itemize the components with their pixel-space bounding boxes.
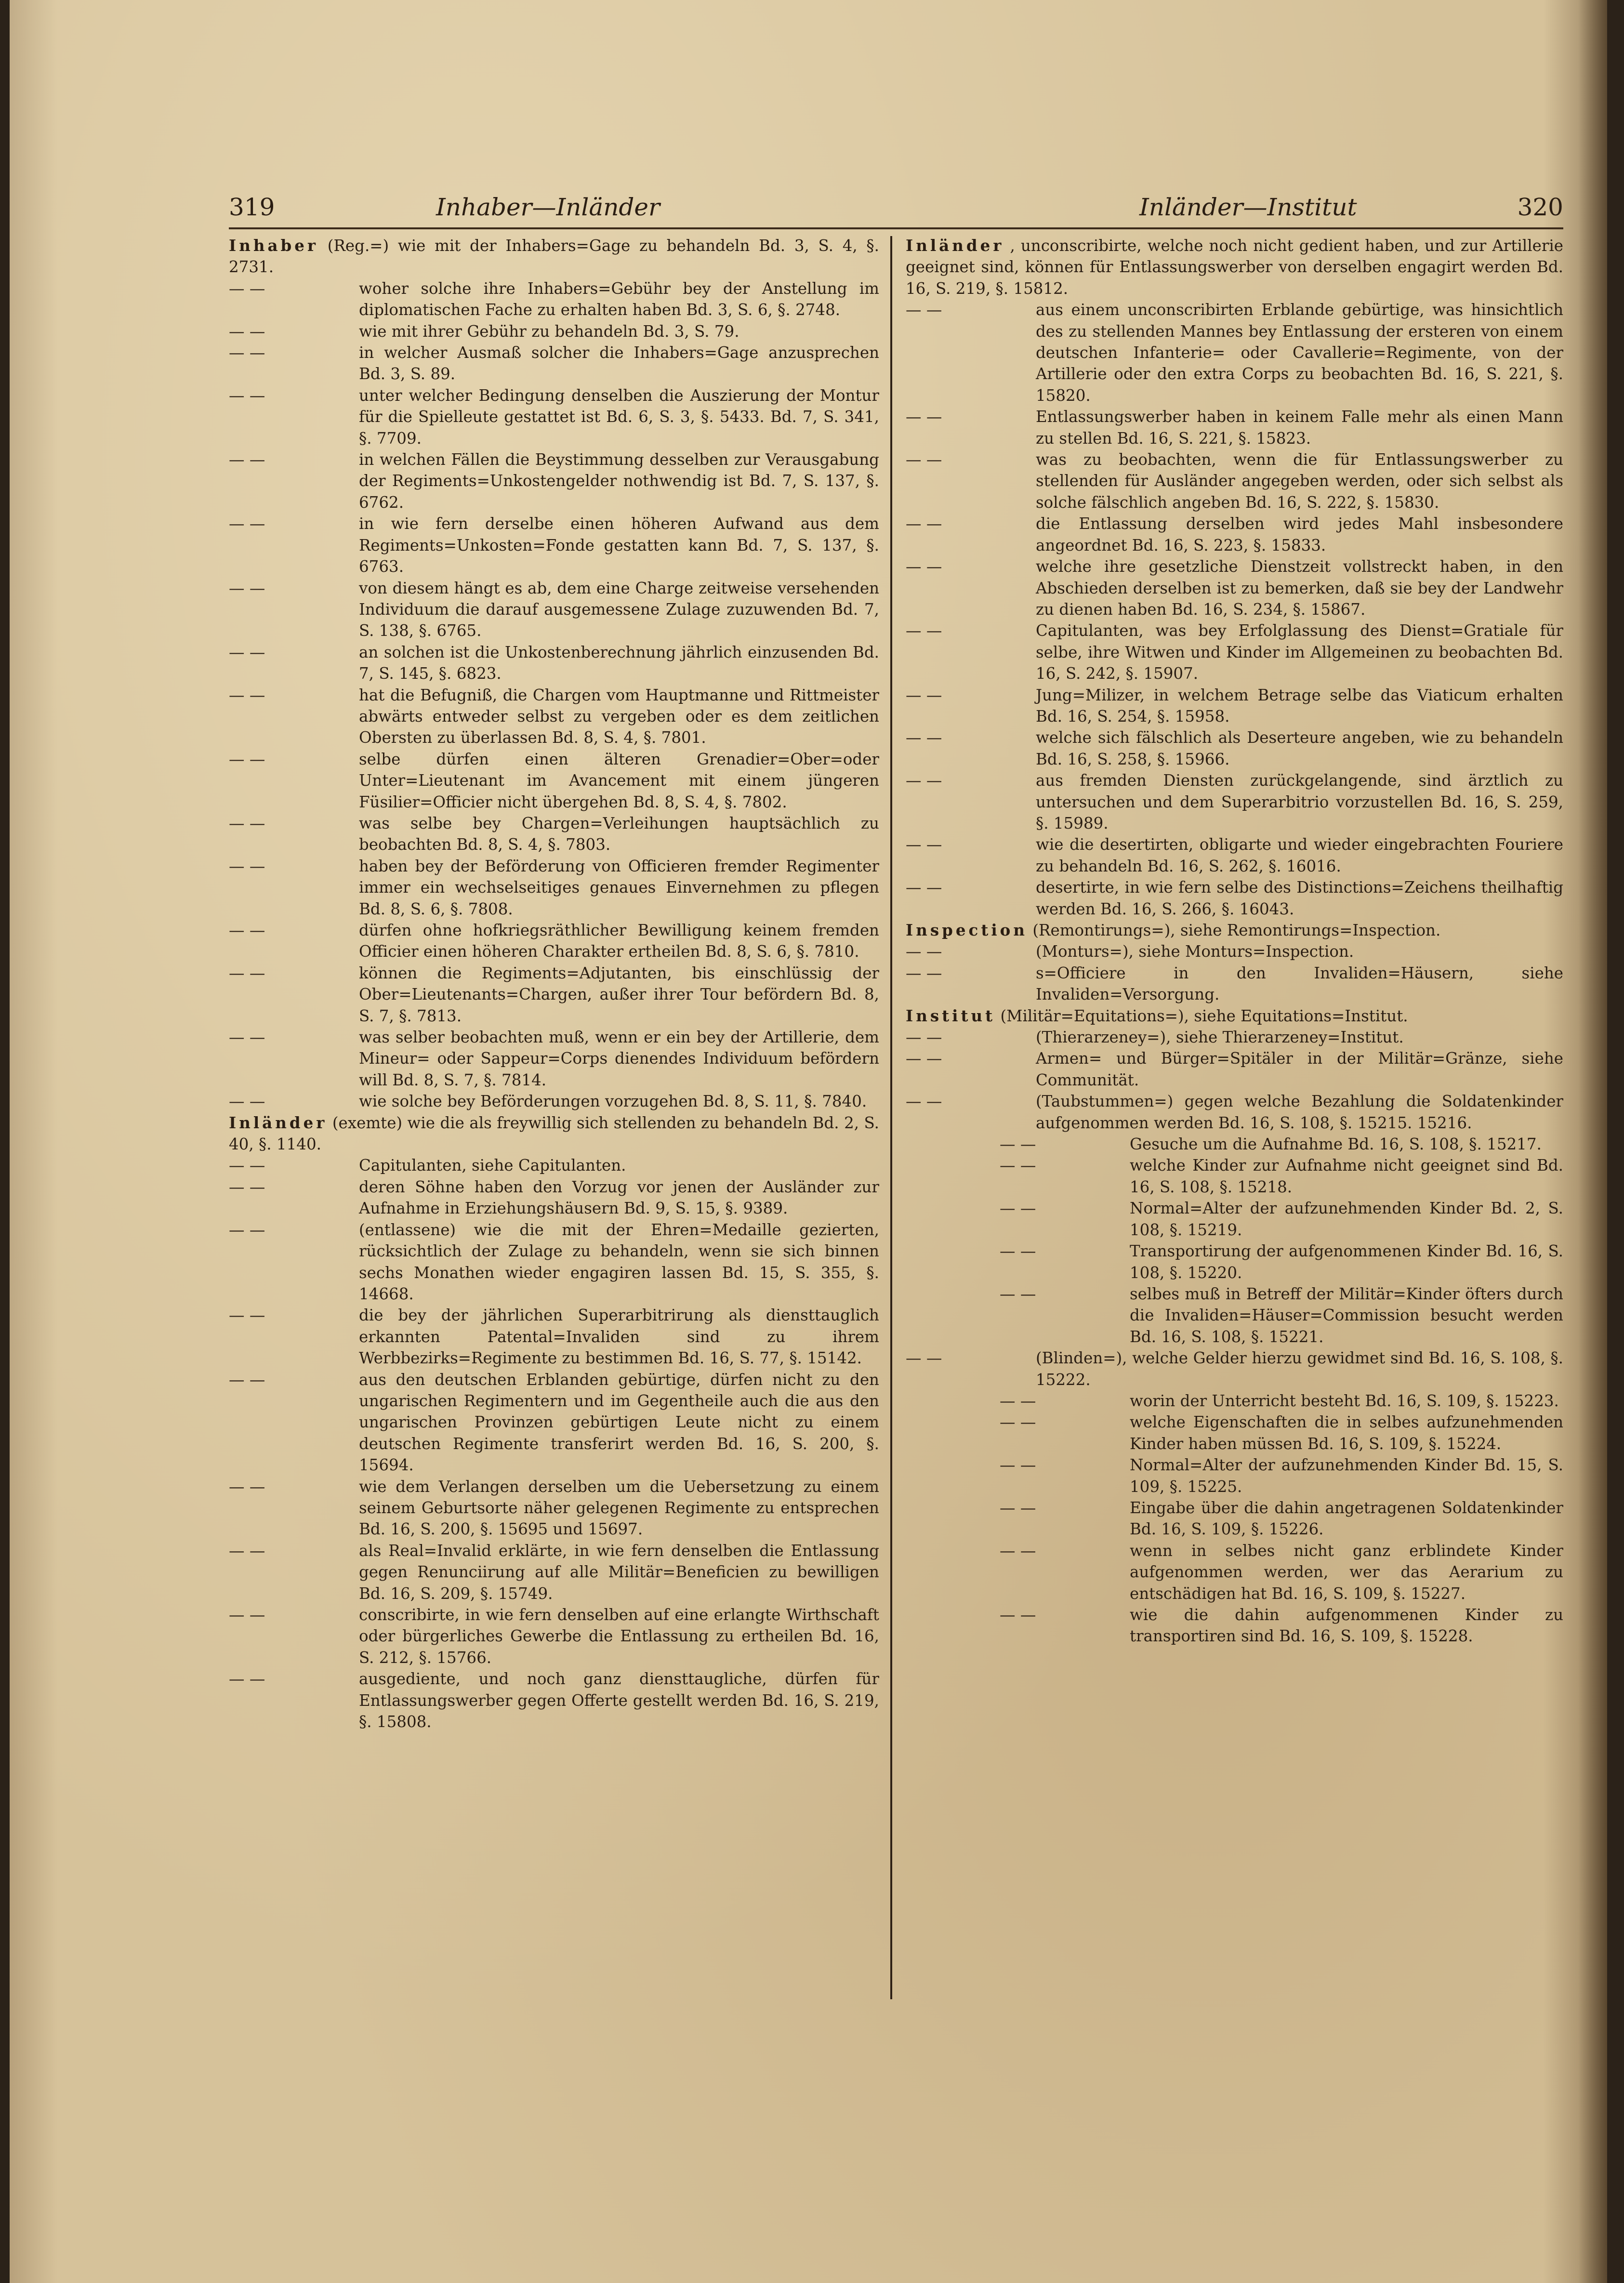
ditto-dash: — — — [906, 1049, 942, 1068]
entry-text: Gesuche um die Aufnahme Bd. 16, S. 108, §. 15217. — [1130, 1135, 1542, 1154]
ditto-dash: — — — [1000, 1391, 1036, 1410]
ditto-dash: — — — [229, 643, 265, 661]
entry-text: aus den deutschen Erblanden gebürtige, dürfen nicht zu den ungarischen Regimentern und im Gegentheile auch die aus den ungarischen Provinzen gebürtigen Leute nicht zu einem deutschen Regimente transferirt werden Bd. 16, S. 200, §. 15694. — [359, 1370, 879, 1475]
ditto-dash: — — — [229, 1220, 265, 1239]
entry-text: wenn in selbes nicht ganz erblindete Kinder aufgenommen werden, wer das Aerarium zu entschädigen hat Bd. 16, S. 109, §. 15227. — [1130, 1541, 1563, 1603]
ditto-dash: — — — [229, 450, 265, 469]
entry-text: dürfen ohne hofkriegsräthlicher Bewilligung keinem fremden Officier einen höheren Charakter ertheilen Bd. 8, S. 6, §. 7810. — [359, 921, 879, 961]
ditto-dash: — — — [229, 1028, 265, 1047]
entry-text: conscribirte, in wie fern denselben auf eine erlangte Wirthschaft oder bürgerliches Gewerbe die Entlassung zu ertheilen Bd. 16, S. 212, §. 15766. — [359, 1606, 879, 1667]
index-entry — [229, 642, 879, 685]
index-entry — [906, 1198, 1563, 1240]
entry-text: Normal=Alter der aufzunehmenden Kinder Bd. 15, S. 109, §. 15225. — [1130, 1456, 1563, 1496]
entry-text: welche sich fälschlich als Deserteure angeben, wie zu behandeln Bd. 16, S. 258, §. 15966. — [1036, 728, 1563, 768]
ditto-dash: — — — [906, 1349, 942, 1368]
ditto-dash: — — — [229, 579, 265, 597]
index-entry — [906, 449, 1563, 513]
index-entry — [229, 813, 879, 856]
ditto-dash: — — — [229, 1477, 265, 1496]
index-entry — [906, 1027, 1563, 1048]
index-entry — [906, 1155, 1563, 1198]
entry-text: (Thierarzeney=), siehe Thierarzeney=Institut. — [1036, 1028, 1404, 1047]
ditto-dash: — — — [229, 322, 265, 341]
column-divider — [890, 236, 892, 1999]
ditto-dash: — — — [906, 557, 942, 576]
index-entry — [229, 1027, 879, 1091]
entry-text: Entlassungswerber haben in keinem Falle mehr als einen Mann zu stellen Bd. 16, S. 221, §. 15823. — [1036, 408, 1563, 448]
entry-text: selbes muß in Betreff der Militär=Kinder öfters durch die Invaliden=Häuser=Commission besucht werden Bd. 16, S. 108, §. 15221. — [1130, 1284, 1563, 1346]
index-entry — [229, 513, 879, 577]
entry-text: hat die Befugniß, die Chargen vom Hauptmanne und Rittmeister abwärts entweder selbst zu vergeben oder es dem zeitlichen Obersten zu überlassen Bd. 8, S. 4, §. 7801. — [359, 686, 879, 747]
ditto-dash: — — — [906, 942, 942, 961]
entry-text: was selbe bey Chargen=Verleihungen hauptsächlich zu beobachten Bd. 8, S. 4, §. 7803. — [359, 814, 879, 854]
index-entry — [229, 1112, 879, 1155]
ditto-dash: — — — [1000, 1541, 1036, 1560]
entry-text: Armen= und Bürger=Spitäler in der Militär=Gränze, siehe Communität. — [1036, 1049, 1563, 1089]
index-entry — [229, 321, 879, 342]
index-entry — [229, 1176, 879, 1219]
ditto-dash: — — — [906, 771, 942, 790]
index-entry — [906, 1283, 1563, 1347]
ditto-dash: — — — [1000, 1606, 1036, 1624]
index-entry — [229, 342, 879, 385]
index-entry — [229, 385, 879, 449]
index-entry — [906, 1497, 1563, 1540]
index-entry — [229, 1305, 879, 1369]
index-column-left — [229, 235, 879, 1998]
entry-text: Normal=Alter der aufzunehmenden Kinder Bd. 2, S. 108, §. 15219. — [1130, 1199, 1563, 1239]
ditto-dash: — — — [229, 1156, 265, 1175]
index-entry — [229, 1091, 879, 1112]
index-entry — [229, 1540, 879, 1604]
entry-text: an solchen ist die Unkostenberechnung jährlich einzusenden Bd. 7, S. 145, §. 6823. — [359, 643, 879, 683]
entry-text: können die Regiments=Adjutanten, bis einschlüssig der Ober=Lieutenants=Chargen, außer ihrer Tour befördern Bd. 8, S. 7, §. 7813. — [359, 963, 879, 1025]
index-entry — [906, 235, 1563, 299]
index-entry — [906, 1091, 1563, 1134]
index-entry — [906, 299, 1563, 406]
index-entry — [906, 834, 1563, 877]
page-number-left: 319 — [229, 193, 275, 221]
header-rule — [229, 227, 1563, 229]
ditto-dash: — — — [906, 1028, 942, 1047]
index-entry — [906, 1240, 1563, 1283]
index-entry — [906, 685, 1563, 727]
index-entry — [229, 1219, 879, 1305]
index-entry — [906, 1454, 1563, 1497]
ditto-dash: — — — [1000, 1284, 1036, 1303]
page-header — [229, 188, 1563, 226]
index-entry — [906, 1390, 1563, 1412]
book-page — [10, 0, 1607, 2283]
ditto-dash: — — — [906, 686, 942, 704]
entry-text: (Reg.=) wie mit der Inhabers=Gage zu behandeln Bd. 3, S. 4, §. 2731. — [229, 237, 879, 277]
index-entry — [906, 406, 1563, 449]
entry-text: welche ihre gesetzliche Dienstzeit vollstreckt haben, in den Abschieden derselben ist zu bemerken, daß sie bey der Landwehr zu dienen haben Bd. 16, S. 234, §. 15867. — [1036, 557, 1563, 619]
ditto-dash: — — — [229, 814, 265, 832]
index-entry — [906, 620, 1563, 684]
ditto-dash: — — — [229, 1177, 265, 1196]
index-entry — [229, 685, 879, 749]
entry-lemma: Inhaber — [229, 236, 319, 255]
entry-text: desertirte, in wie fern selbe des Distinctions=Zeichens theilhaftig werden Bd. 16, S. 266, §. 16043. — [1036, 878, 1563, 918]
ditto-dash: — — — [1000, 1242, 1036, 1261]
entry-text: die bey der jährlichen Superarbitrirung als diensttauglich erkannten Patental=Invaliden sind zu ihrem Werbbezirks=Regimente zu bestimmen Bd. 16, S. 77, §. 15142. — [359, 1306, 879, 1368]
ditto-dash: — — — [229, 1306, 265, 1325]
entry-text: selbe dürfen einen älteren Grenadier=Ober=oder Unter=Lieutenant im Avancement mit einem jüngeren Füsilier=Officier nicht übergehen Bd. 8, S. 4, §. 7802. — [359, 750, 879, 811]
index-entry — [229, 749, 879, 813]
ditto-dash: — — — [229, 386, 265, 405]
ditto-dash: — — — [229, 857, 265, 875]
index-entry — [906, 941, 1563, 962]
entry-text: in wie fern derselbe einen höheren Aufwand aus dem Regiments=Unkosten=Fonde gestatten kann Bd. 7, S. 137, §. 6763. — [359, 515, 879, 576]
ditto-dash: — — — [1000, 1135, 1036, 1154]
entry-text: (Blinden=), welche Gelder hierzu gewidmet sind Bd. 16, S. 108, §. 15222. — [1036, 1349, 1563, 1389]
entry-text: als Real=Invalid erklärte, in wie fern denselben die Entlassung gegen Renunciirung auf alle Militär=Beneficien zu bewilligen Bd. 16, S. 209, §. 15749. — [359, 1541, 879, 1603]
entry-text: aus einem unconscribirten Erblande gebürtige, was hinsichtlich des zu stellenden Mannes bey Entlassung der ersteren von einem deutschen Infanterie= oder Cavallerie=Regimente, von der Artillerie oder den extra Corps zu beobachten Bd. 16, S. 221, §. 15820. — [1036, 301, 1563, 405]
index-entry — [906, 1048, 1563, 1091]
entry-text: haben bey der Beförderung von Officieren fremder Regimenter immer ein wechselseitiges genaues Einvernehmen zu pflegen Bd. 8, S. 6, §. 7808. — [359, 857, 879, 918]
ditto-dash: — — — [906, 450, 942, 469]
index-entry — [229, 278, 879, 321]
ditto-dash: — — — [229, 1541, 265, 1560]
index-entry — [906, 877, 1563, 920]
index-entry — [229, 963, 879, 1027]
ditto-dash: — — — [1000, 1456, 1036, 1475]
entry-lemma: Inländer — [906, 236, 1004, 255]
ditto-dash: — — — [229, 343, 265, 362]
entry-lemma: Inländer — [229, 1113, 328, 1132]
index-entry — [906, 513, 1563, 556]
entry-text: in welcher Ausmaß solcher die Inhabers=Gage anzusprechen Bd. 3, S. 89. — [359, 343, 879, 383]
entry-text: welche Eigenschaften die in selbes aufzunehmenden Kinder haben müssen Bd. 16, S. 109, §. 15224. — [1130, 1413, 1563, 1453]
ditto-dash: — — — [906, 408, 942, 426]
ditto-dash: — — — [229, 750, 265, 768]
running-title-right: Inländer—Institut — [1139, 193, 1357, 221]
entry-text: (Remontirungs=), siehe Remontirungs=Inspection. — [1032, 921, 1441, 939]
index-entry — [229, 1668, 879, 1732]
entry-text: Capitulanten, siehe Capitulanten. — [359, 1156, 626, 1175]
index-entry — [906, 770, 1563, 834]
page-number-right: 320 — [1517, 193, 1563, 221]
ditto-dash: — — — [906, 835, 942, 854]
index-entry — [229, 1155, 879, 1176]
ditto-dash: — — — [1000, 1156, 1036, 1175]
ditto-dash: — — — [229, 279, 265, 298]
index-entry — [906, 1540, 1563, 1604]
entry-lemma: Inspection — [906, 921, 1028, 939]
entry-text: wie dem Verlangen derselben um die Uebersetzung zu einem seinem Geburtsorte näher gelegenen Regimente zu entsprechen Bd. 16, S. 200, §. 15695 und 15697. — [359, 1477, 879, 1539]
index-entry — [906, 1134, 1563, 1155]
index-entry — [906, 1347, 1563, 1390]
index-entry — [229, 578, 879, 642]
ditto-dash: — — — [229, 921, 265, 939]
index-entry — [229, 1476, 879, 1540]
entry-text: (Militär=Equitations=), siehe Equitations=Institut. — [1000, 1006, 1408, 1025]
index-entry — [229, 920, 879, 963]
entry-text: (exemte) wie die als freywillig sich stellenden zu behandeln Bd. 2, S. 40, §. 1140. — [229, 1113, 879, 1154]
entry-text: Eingabe über die dahin angetragenen Soldatenkinder Bd. 16, S. 109, §. 15226. — [1130, 1498, 1563, 1539]
index-entry — [906, 1005, 1563, 1027]
ditto-dash: — — — [229, 963, 265, 982]
ditto-dash: — — — [229, 1606, 265, 1624]
index-entry — [229, 1604, 879, 1668]
index-entry — [906, 920, 1563, 941]
entry-text: woher solche ihre Inhabers=Gebühr bey der Anstellung im diplomatischen Fache zu erhalten haben Bd. 3, S. 6, §. 2748. — [359, 279, 879, 319]
index-entry — [229, 1369, 879, 1476]
ditto-dash: — — — [906, 1092, 942, 1111]
entry-text: die Entlassung derselben wird jedes Mahl insbesondere angeordnet Bd. 16, S. 223, §. 15833. — [1036, 515, 1563, 554]
entry-text: Capitulanten, was bey Erfolglassung des Dienst=Gratiale für selbe, ihre Witwen und Kinder im Allgemeinen zu beobachten Bd. 16, S. 242, §. 15907. — [1036, 621, 1563, 683]
entry-text: von diesem hängt es ab, dem eine Charge zeitweise versehenden Individuum die darauf ausgemessene Zulage zuzuwenden Bd. 7, S. 138, §. 6765. — [359, 579, 879, 640]
entry-text: was zu beobachten, wenn die für Entlassungswerber zu stellenden für Ausländer angegeben werden, oder sich selbst als solche fälschlich angeben Bd. 16, S. 222, §. 15830. — [1036, 450, 1563, 512]
entry-text: , unconscribirte, welche noch nicht gedient haben, und zur Artillerie geeignet sind, können für Entlassungswerber von derselben engagirt werden Bd. 16, S. 219, §. 15812. — [906, 237, 1563, 298]
index-entry — [229, 856, 879, 920]
index-entry — [906, 1604, 1563, 1647]
entry-text: was selber beobachten muß, wenn er ein bey der Artillerie, dem Mineur= oder Sappeur=Corps dienendes Individuum befördern will Bd. 8, S. 7, §. 7814. — [359, 1028, 879, 1089]
running-title-left: Inhaber—Inländer — [436, 193, 660, 221]
entry-text: Jung=Milizer, in welchem Betrage selbe das Viaticum erhalten Bd. 16, S. 254, §. 15958. — [1036, 686, 1563, 726]
entry-text: (entlassene) wie die mit der Ehren=Medaille gezierten, rücksichtlich der Zulage zu behandeln, wenn sie sich binnen sechs Monathen wieder engagiren lassen Bd. 15, S. 355, §. 14668. — [359, 1220, 879, 1303]
index-entry — [906, 556, 1563, 620]
entry-text: wie die desertirten, obligarte und wieder eingebrachten Fouriere zu behandeln Bd. 16, S. 262, §. 16016. — [1036, 835, 1563, 875]
entry-text: s=Officiere in den Invaliden=Häusern, siehe Invaliden=Versorgung. — [1036, 963, 1563, 1004]
index-entry — [229, 449, 879, 513]
ditto-dash: — — — [229, 1370, 265, 1389]
ditto-dash: — — — [906, 728, 942, 747]
ditto-dash: — — — [229, 1092, 265, 1111]
ditto-dash: — — — [906, 621, 942, 640]
index-entry — [906, 1412, 1563, 1454]
entry-text: wie solche bey Beförderungen vorzugehen Bd. 8, S. 11, §. 7840. — [359, 1092, 867, 1111]
index-entry — [229, 235, 879, 278]
entry-text: (Taubstummen=) gegen welche Bezahlung die Soldatenkinder aufgenommen werden Bd. 16, S. 108, §. 15215. 15216. — [1036, 1092, 1563, 1132]
ditto-dash: — — — [906, 515, 942, 533]
page-edge-shadow — [1578, 0, 1607, 2283]
ditto-dash: — — — [1000, 1498, 1036, 1517]
entry-lemma: Institut — [906, 1006, 996, 1025]
index-entry — [906, 727, 1563, 770]
entry-text: aus fremden Diensten zurückgelangende, sind ärztlich zu untersuchen und dem Superarbitrio vorzustellen Bd. 16, S. 259, §. 15989. — [1036, 771, 1563, 832]
entry-text: (Monturs=), siehe Monturs=Inspection. — [1036, 942, 1354, 961]
ditto-dash: — — — [229, 686, 265, 704]
index-column-right — [906, 235, 1563, 1998]
entry-text: unter welcher Bedingung denselben die Auszierung der Montur für die Spielleute gestattet ist Bd. 6, S. 3, §. 5433. Bd. 7, S. 341, §. 7709. — [359, 386, 879, 448]
ditto-dash: — — — [906, 963, 942, 982]
entry-text: deren Söhne haben den Vorzug vor jenen der Ausländer zur Aufnahme in Erziehungshäusern Bd. 9, S. 15, §. 9389. — [359, 1177, 879, 1218]
ditto-dash: — — — [229, 1670, 265, 1689]
ditto-dash: — — — [229, 515, 265, 533]
index-entry — [906, 963, 1563, 1005]
entry-text: welche Kinder zur Aufnahme nicht geeignet sind Bd. 16, S. 108, §. 15218. — [1130, 1156, 1563, 1196]
ditto-dash: — — — [906, 878, 942, 897]
entry-text: wie die dahin aufgenommenen Kinder zu transportiren sind Bd. 16, S. 109, §. 15228. — [1130, 1606, 1563, 1646]
ditto-dash: — — — [906, 301, 942, 319]
entry-text: in welchen Fällen die Beystimmung desselben zur Verausgabung der Regiments=Unkostengelder nothwendig ist Bd. 7, S. 137, §. 6762. — [359, 450, 879, 512]
entry-text: Transportirung der aufgenommenen Kinder Bd. 16, S. 108, §. 15220. — [1130, 1242, 1563, 1282]
entry-text: worin der Unterricht besteht Bd. 16, S. 109, §. 15223. — [1130, 1391, 1559, 1410]
ditto-dash: — — — [1000, 1199, 1036, 1218]
entry-text: ausgediente, und noch ganz diensttaugliche, dürfen für Entlassungswerber gegen Offerte gestellt werden Bd. 16, S. 219, §. 15808. — [359, 1670, 879, 1731]
entry-text: wie mit ihrer Gebühr zu behandeln Bd. 3, S. 79. — [359, 322, 739, 341]
ditto-dash: — — — [1000, 1413, 1036, 1432]
